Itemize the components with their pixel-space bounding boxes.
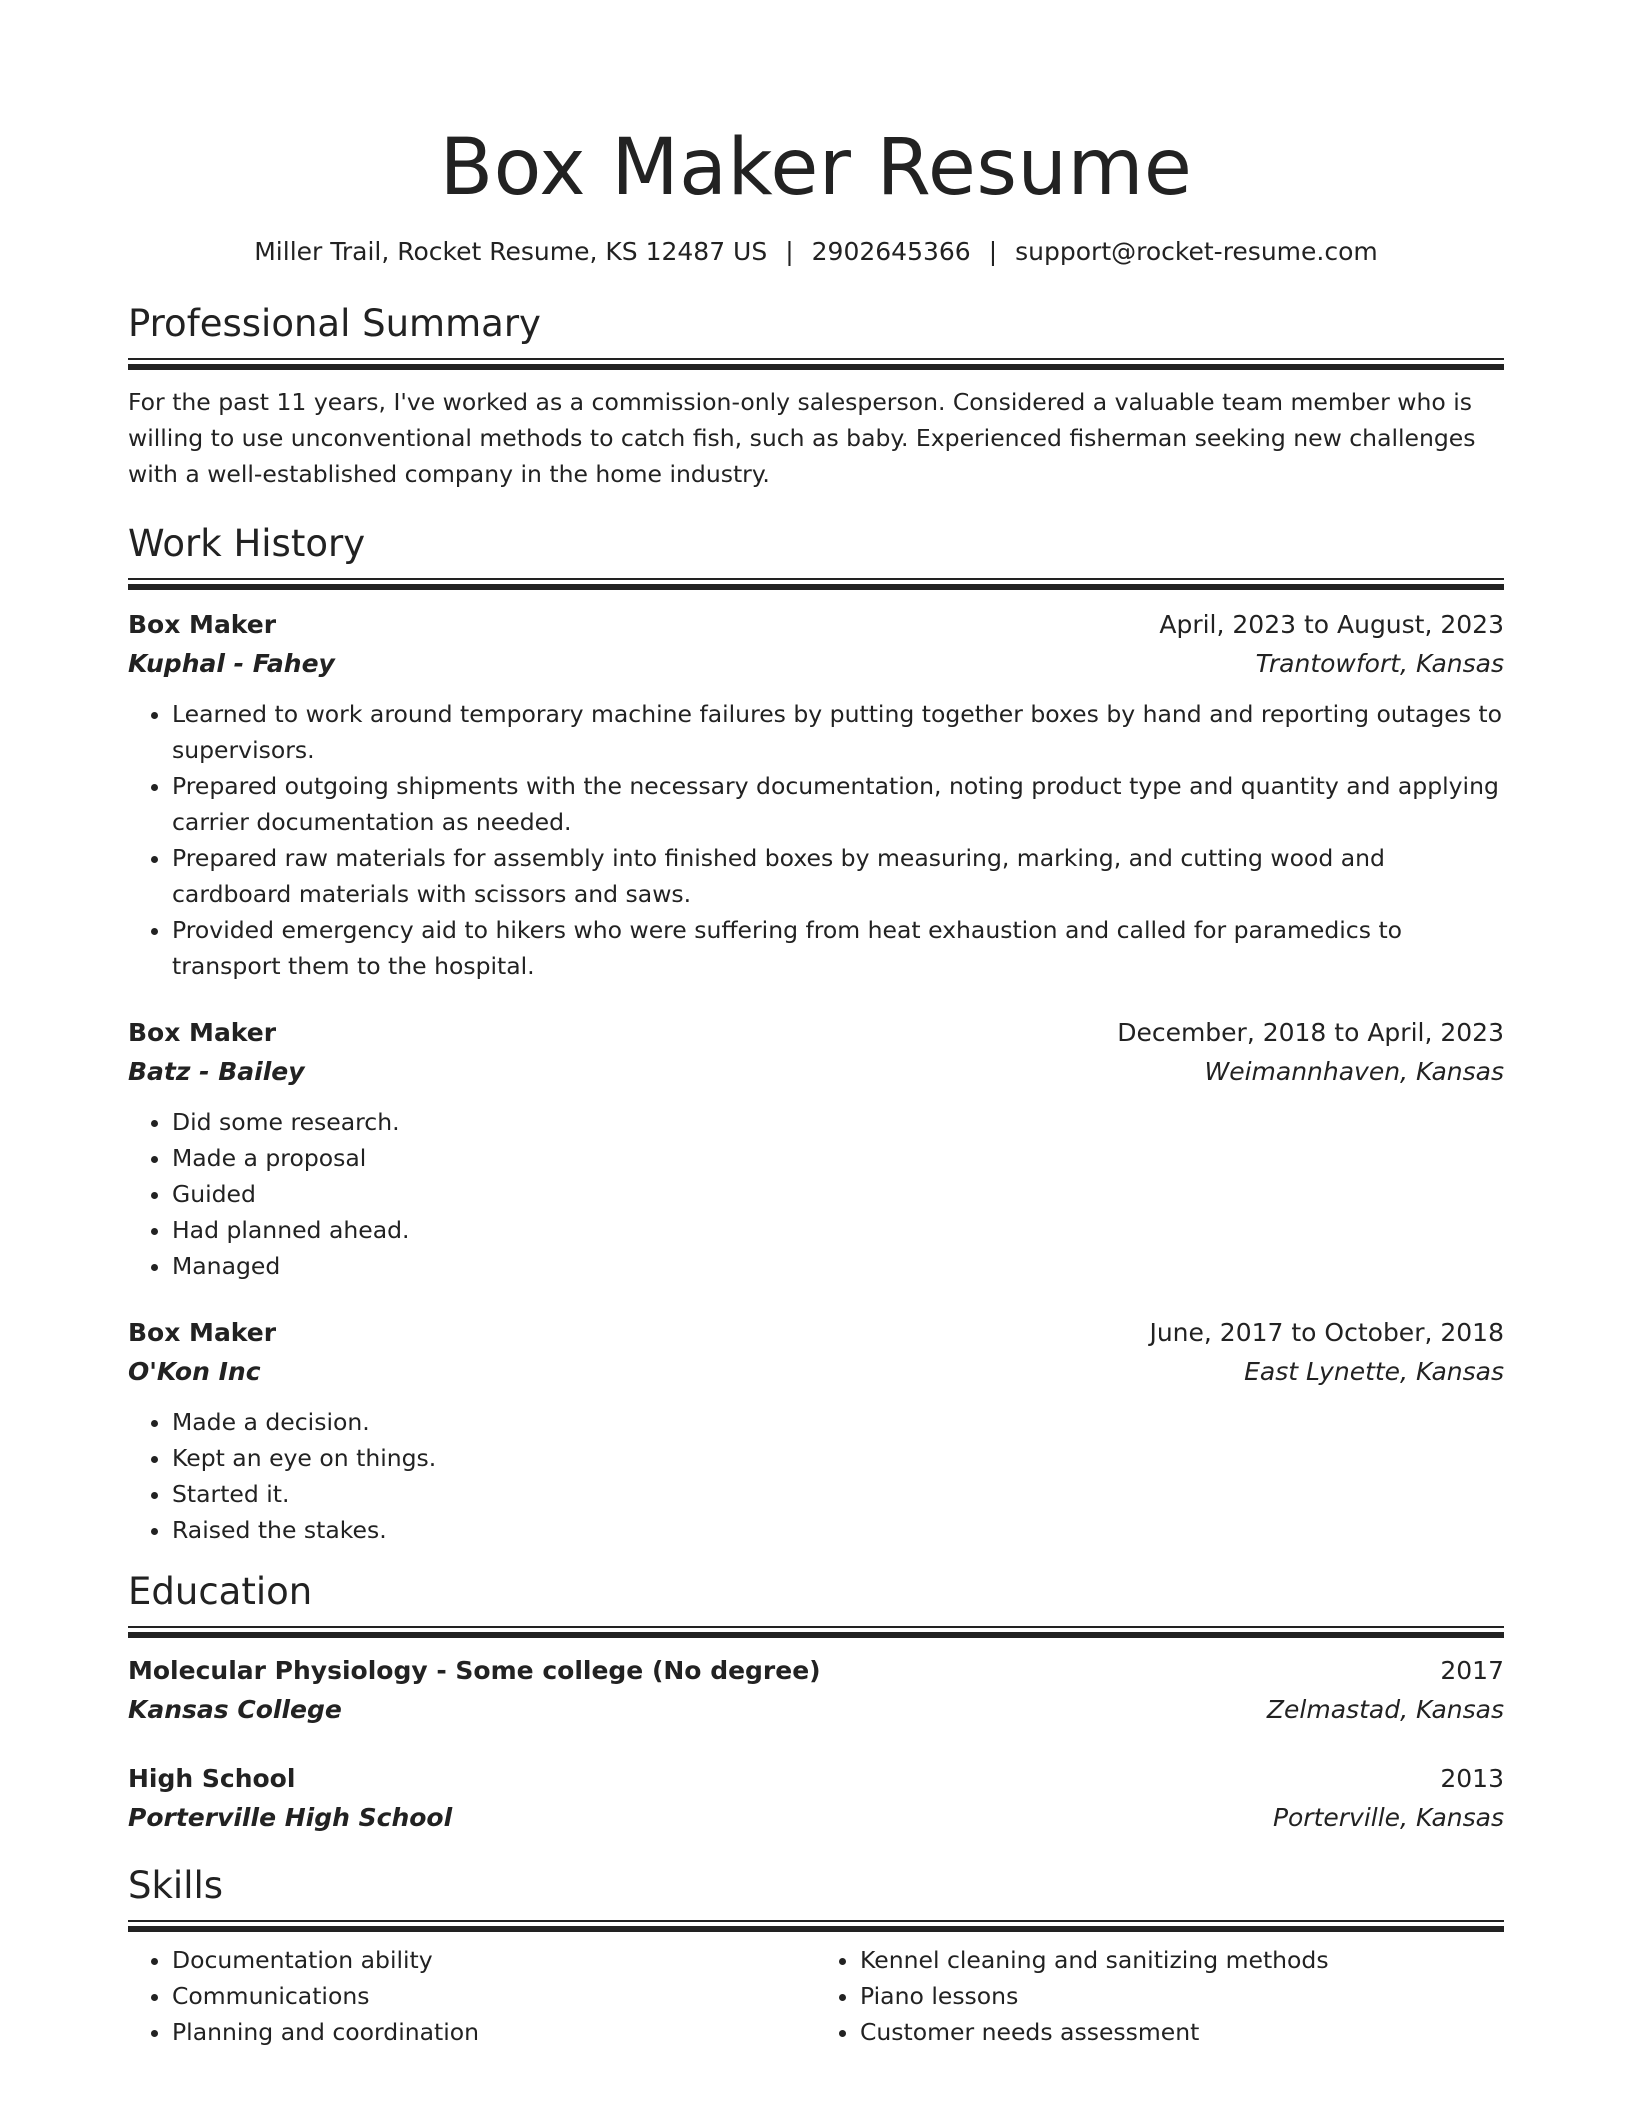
contact-address: Miller Trail, Rocket Resume, KS 12487 US [254,237,768,266]
school-name: Kansas College [128,1695,342,1724]
list-item: • Raised the stakes. [172,1512,1504,1548]
education-section [128,1568,1504,1838]
list-item: • Managed [172,1248,1504,1284]
school-location: Porterville, Kansas [1272,1803,1504,1832]
contact-separator: | [785,237,794,266]
education-entry [128,1760,1504,1838]
job-title: Box Maker [128,610,277,639]
education-year: 2013 [1440,1764,1504,1793]
skills-section [128,1862,1504,2050]
job-entry [128,606,1504,984]
list-item: • Customer needs assessment [860,2014,1504,2050]
list-item: • Piano lessons [860,1978,1504,2014]
list-item: • Provided emergency aid to hikers who were suffering from heat exhaustion and called for paramedics to transport them to the hospital. [172,912,1504,984]
job-title: Box Maker [128,1018,277,1047]
list-item: • Made a decision. [172,1404,1504,1440]
section-divider [128,1626,1504,1638]
job-dates: December, 2018 to April, 2023 [1117,1018,1504,1047]
summary-text: For the past 11 years, I've worked as a commission-only salesperson. Considered a valuable team member who is willing to use unconventional methods to catch fish, such as baby. Experienced fisherman seeking new challenges with a well-established company in the home industry. [128,388,1476,488]
section-title-work-history: Work History [128,522,366,565]
list-item: • Learned to work around temporary machine failures by putting together boxes by hand and reporting outages to supervisors. [172,696,1504,768]
section-title-skills: Skills [128,1864,224,1907]
school-name: Porterville High School [128,1803,453,1832]
section-divider [128,358,1504,370]
company-name: Batz - Bailey [128,1057,305,1086]
list-item: • Kept an eye on things. [172,1440,1504,1476]
list-item: • Planning and coordination [172,2014,816,2050]
section-title-summary: Professional Summary [128,302,541,345]
list-item: • Had planned ahead. [172,1212,1504,1248]
list-item: • Communications [172,1978,816,2014]
section-title-education: Education [128,1570,313,1613]
company-name: Kuphal - Fahey [128,649,335,678]
list-item: • Kennel cleaning and sanitizing methods [860,1942,1504,1978]
education-year: 2017 [1440,1656,1504,1685]
skills-list-right [816,1942,1504,2050]
job-bullets [128,696,1504,984]
list-item: • Did some research. [172,1104,1504,1140]
job-location: Weimannhaven, Kansas [1204,1057,1504,1086]
school-location: Zelmastad, Kansas [1266,1695,1504,1724]
list-item: • Prepared raw materials for assembly into finished boxes by measuring, marking, and cutting wood and cardboard materials with scissors and saws. [172,840,1504,912]
contact-separator: | [988,237,998,266]
list-item: • Guided [172,1176,1504,1212]
section-divider [128,578,1504,590]
resume-title: Box Maker Resume [439,123,1193,213]
skills-list-left [128,1942,816,2050]
contact-phone: 2902645366 [811,237,971,266]
degree-name: High School [128,1764,296,1793]
job-location: Trantowfort, Kansas [1255,649,1504,678]
job-location: East Lynette, Kansas [1244,1357,1504,1386]
contact-line [128,234,1504,270]
degree-name: Molecular Physiology - Some college (No degree) [128,1656,821,1685]
section-divider [128,1920,1504,1932]
company-name: O'Kon Inc [128,1357,261,1386]
job-title: Box Maker [128,1318,277,1347]
work-history-section [128,520,1504,1548]
job-dates: April, 2023 to August, 2023 [1159,610,1504,639]
list-item: • Started it. [172,1476,1504,1512]
skills-columns [128,1932,1504,2050]
resume-page [128,118,1504,2050]
list-item: • Prepared outgoing shipments with the necessary documentation, noting product type and quantity and applying carrier documentation as needed. [172,768,1504,840]
contact-email: support@rocket-resume.com [1015,237,1378,266]
list-item: • Made a proposal [172,1140,1504,1176]
education-entry [128,1652,1504,1730]
job-bullets [128,1404,1504,1548]
job-bullets [128,1104,1504,1284]
summary-section [128,300,1504,492]
job-dates: June, 2017 to October, 2018 [1149,1318,1504,1347]
job-entry [128,1314,1504,1548]
job-entry [128,1014,1504,1284]
list-item: • Documentation ability [172,1942,816,1978]
